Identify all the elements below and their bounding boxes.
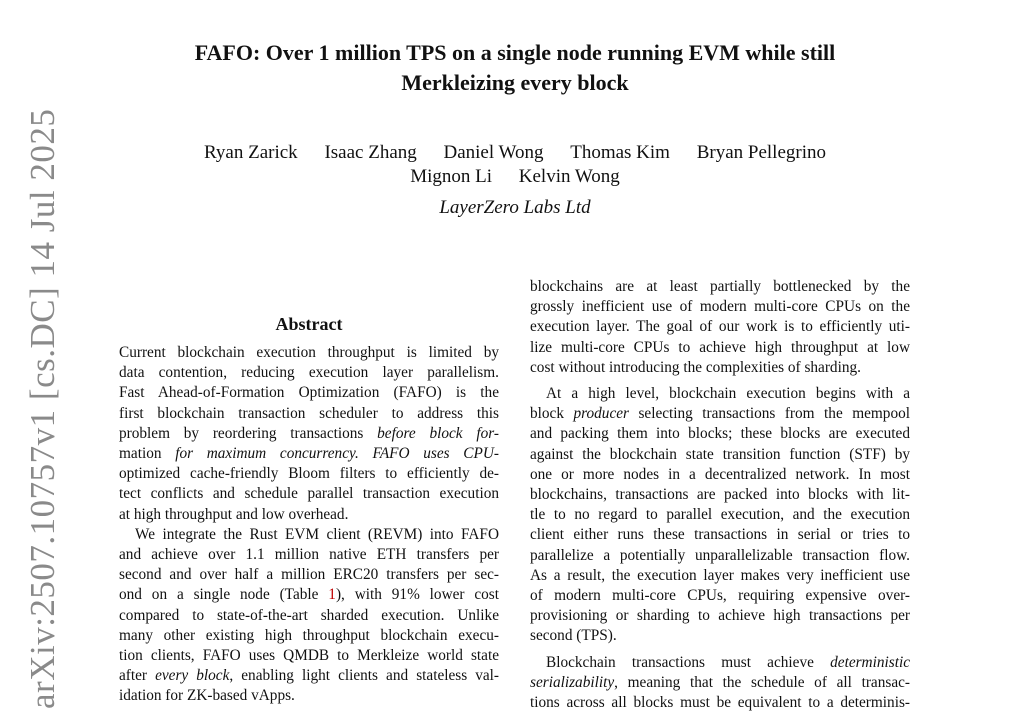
author-name: Daniel Wong — [443, 142, 544, 163]
text-line — [119, 444, 499, 464]
emphasis-text: for maximum concurrency. FAFO uses CPU- — [161, 445, 499, 463]
right-column — [530, 277, 910, 713]
text-line: many other existing high throughput blockchain execu- — [119, 626, 499, 644]
author-name: Thomas Kim — [570, 142, 670, 163]
text-line: At a high level, blockchain execution begins with a — [546, 385, 910, 403]
text-line: against the blockchain state transition function (STF) by — [530, 445, 910, 463]
text-segment: , enabling light clients and stateless val- — [229, 667, 500, 685]
author-name: Ryan Zarick — [204, 142, 298, 163]
text-line: cost without introducing the complexities of sharding. — [530, 358, 861, 376]
text-line — [119, 666, 499, 686]
text-line — [530, 653, 910, 673]
emphasis-text: before block for- — [377, 424, 499, 442]
text-line: at high throughput and low overhead. — [119, 505, 349, 523]
text-line — [119, 585, 499, 605]
text-segment: ond on a single node (Table — [119, 586, 329, 604]
arxiv-watermark: arXiv:2507.10757v1 [cs.DC] 14 Jul 2025 — [23, 108, 62, 709]
body-paragraph-1 — [530, 277, 910, 378]
text-line: of modern multi-core CPUs, requiring expensive over- — [530, 587, 910, 605]
abstract-paragraph-1 — [119, 343, 499, 525]
text-line: provisioning or sharding to achieve high transactions per — [530, 607, 910, 625]
text-line: one or more nodes in a decentralized network. In most — [530, 465, 910, 483]
text-line: compared to state-of-the-art sharded execution. Unlike — [119, 606, 499, 624]
text-line: tion clients, FAFO uses QMDB to Merkleize world state — [119, 647, 499, 665]
text-line: tions across all blocks must be equivalent to a determinis- — [530, 694, 910, 712]
emphasis-text: serializability — [530, 673, 615, 691]
title-line-1: FAFO: Over 1 million TPS on a single node running EVM while still — [194, 40, 836, 65]
text-segment: Blockchain transactions must achieve — [546, 653, 831, 671]
text-line: We integrate the Rust EVM client (REVM) into FAFO — [135, 525, 499, 543]
text-line: grossly inefficient use of modern multi-core CPUs on the — [530, 298, 910, 316]
text-line: execution layer. The goal of our work is to efficiently uti- — [530, 318, 910, 336]
text-line — [119, 424, 499, 444]
text-line: second and over half a million ERC20 transfers per sec- — [119, 566, 499, 584]
text-segment: mation — [119, 445, 162, 463]
text-line: first blockchain transaction scheduler to address this — [119, 404, 499, 422]
text-line: blockchains, transactions are packed into blocks with lit- — [530, 486, 910, 504]
text-segment: selecting transactions from the mempool — [628, 405, 910, 423]
title-line-2: Merkleizing every block — [401, 70, 629, 95]
text-line: blockchains are at least partially bottlenecked by the — [530, 278, 910, 295]
author-list-row-1 — [100, 141, 930, 165]
text-line: and achieve over 1.1 million native ETH transfers per — [119, 546, 499, 564]
text-line: tle to no regard to parallel execution, and the execution — [530, 506, 910, 524]
text-line: client either runs these transactions in serial or tries to — [530, 526, 910, 544]
author-name: Mignon Li — [410, 166, 493, 187]
affiliation: LayerZero Labs Ltd — [439, 197, 591, 218]
text-line: parallelize a potentially unparallelizable transaction flow. — [530, 546, 910, 564]
author-name: Isaac Zhang — [324, 142, 417, 163]
text-segment: ), with 91% lower cost — [335, 586, 499, 604]
body-paragraph-3 — [530, 653, 910, 713]
text-segment: block — [530, 405, 574, 423]
emphasis-text: producer — [573, 405, 629, 423]
text-line — [530, 404, 910, 424]
left-column — [119, 343, 499, 707]
abstract-paragraph-2 — [119, 525, 499, 707]
author-name: Bryan Pellegrino — [696, 142, 826, 163]
text-line: As a result, the execution layer makes very inefficient use — [530, 566, 910, 584]
table-reference-link[interactable]: 1 — [328, 586, 336, 604]
text-segment: after — [119, 667, 156, 685]
text-line: Fast Ahead-of-Formation Optimization (FAFO) is the — [119, 384, 499, 402]
emphasis-text: deterministic — [830, 653, 910, 671]
text-segment: , meaning that the schedule of all transac- — [614, 673, 910, 691]
emphasis-text: every block — [155, 667, 230, 685]
text-line: optimized cache-friendly Bloom filters to efficiently de- — [119, 465, 499, 483]
text-line: data contention, reducing execution layer parallelism. — [119, 364, 499, 382]
author-name: Kelvin Wong — [518, 166, 620, 187]
paper-title — [100, 38, 930, 98]
text-line — [530, 673, 910, 693]
text-line: second (TPS). — [530, 627, 617, 645]
text-line: Current blockchain execution throughput is limited by — [119, 344, 499, 361]
text-line: tect conflicts and schedule parallel transaction execution — [119, 485, 499, 503]
text-line: idation for ZK-based vApps. — [119, 687, 295, 705]
body-paragraph-2 — [530, 384, 910, 647]
text-segment: problem by reordering transactions — [119, 424, 378, 442]
text-line: and packing them into blocks; these blocks are executed — [530, 425, 910, 443]
abstract-heading: Abstract — [275, 314, 343, 334]
author-list-row-2 — [100, 165, 930, 189]
text-line: lize multi-core CPUs to achieve high throughput at low — [530, 338, 910, 356]
